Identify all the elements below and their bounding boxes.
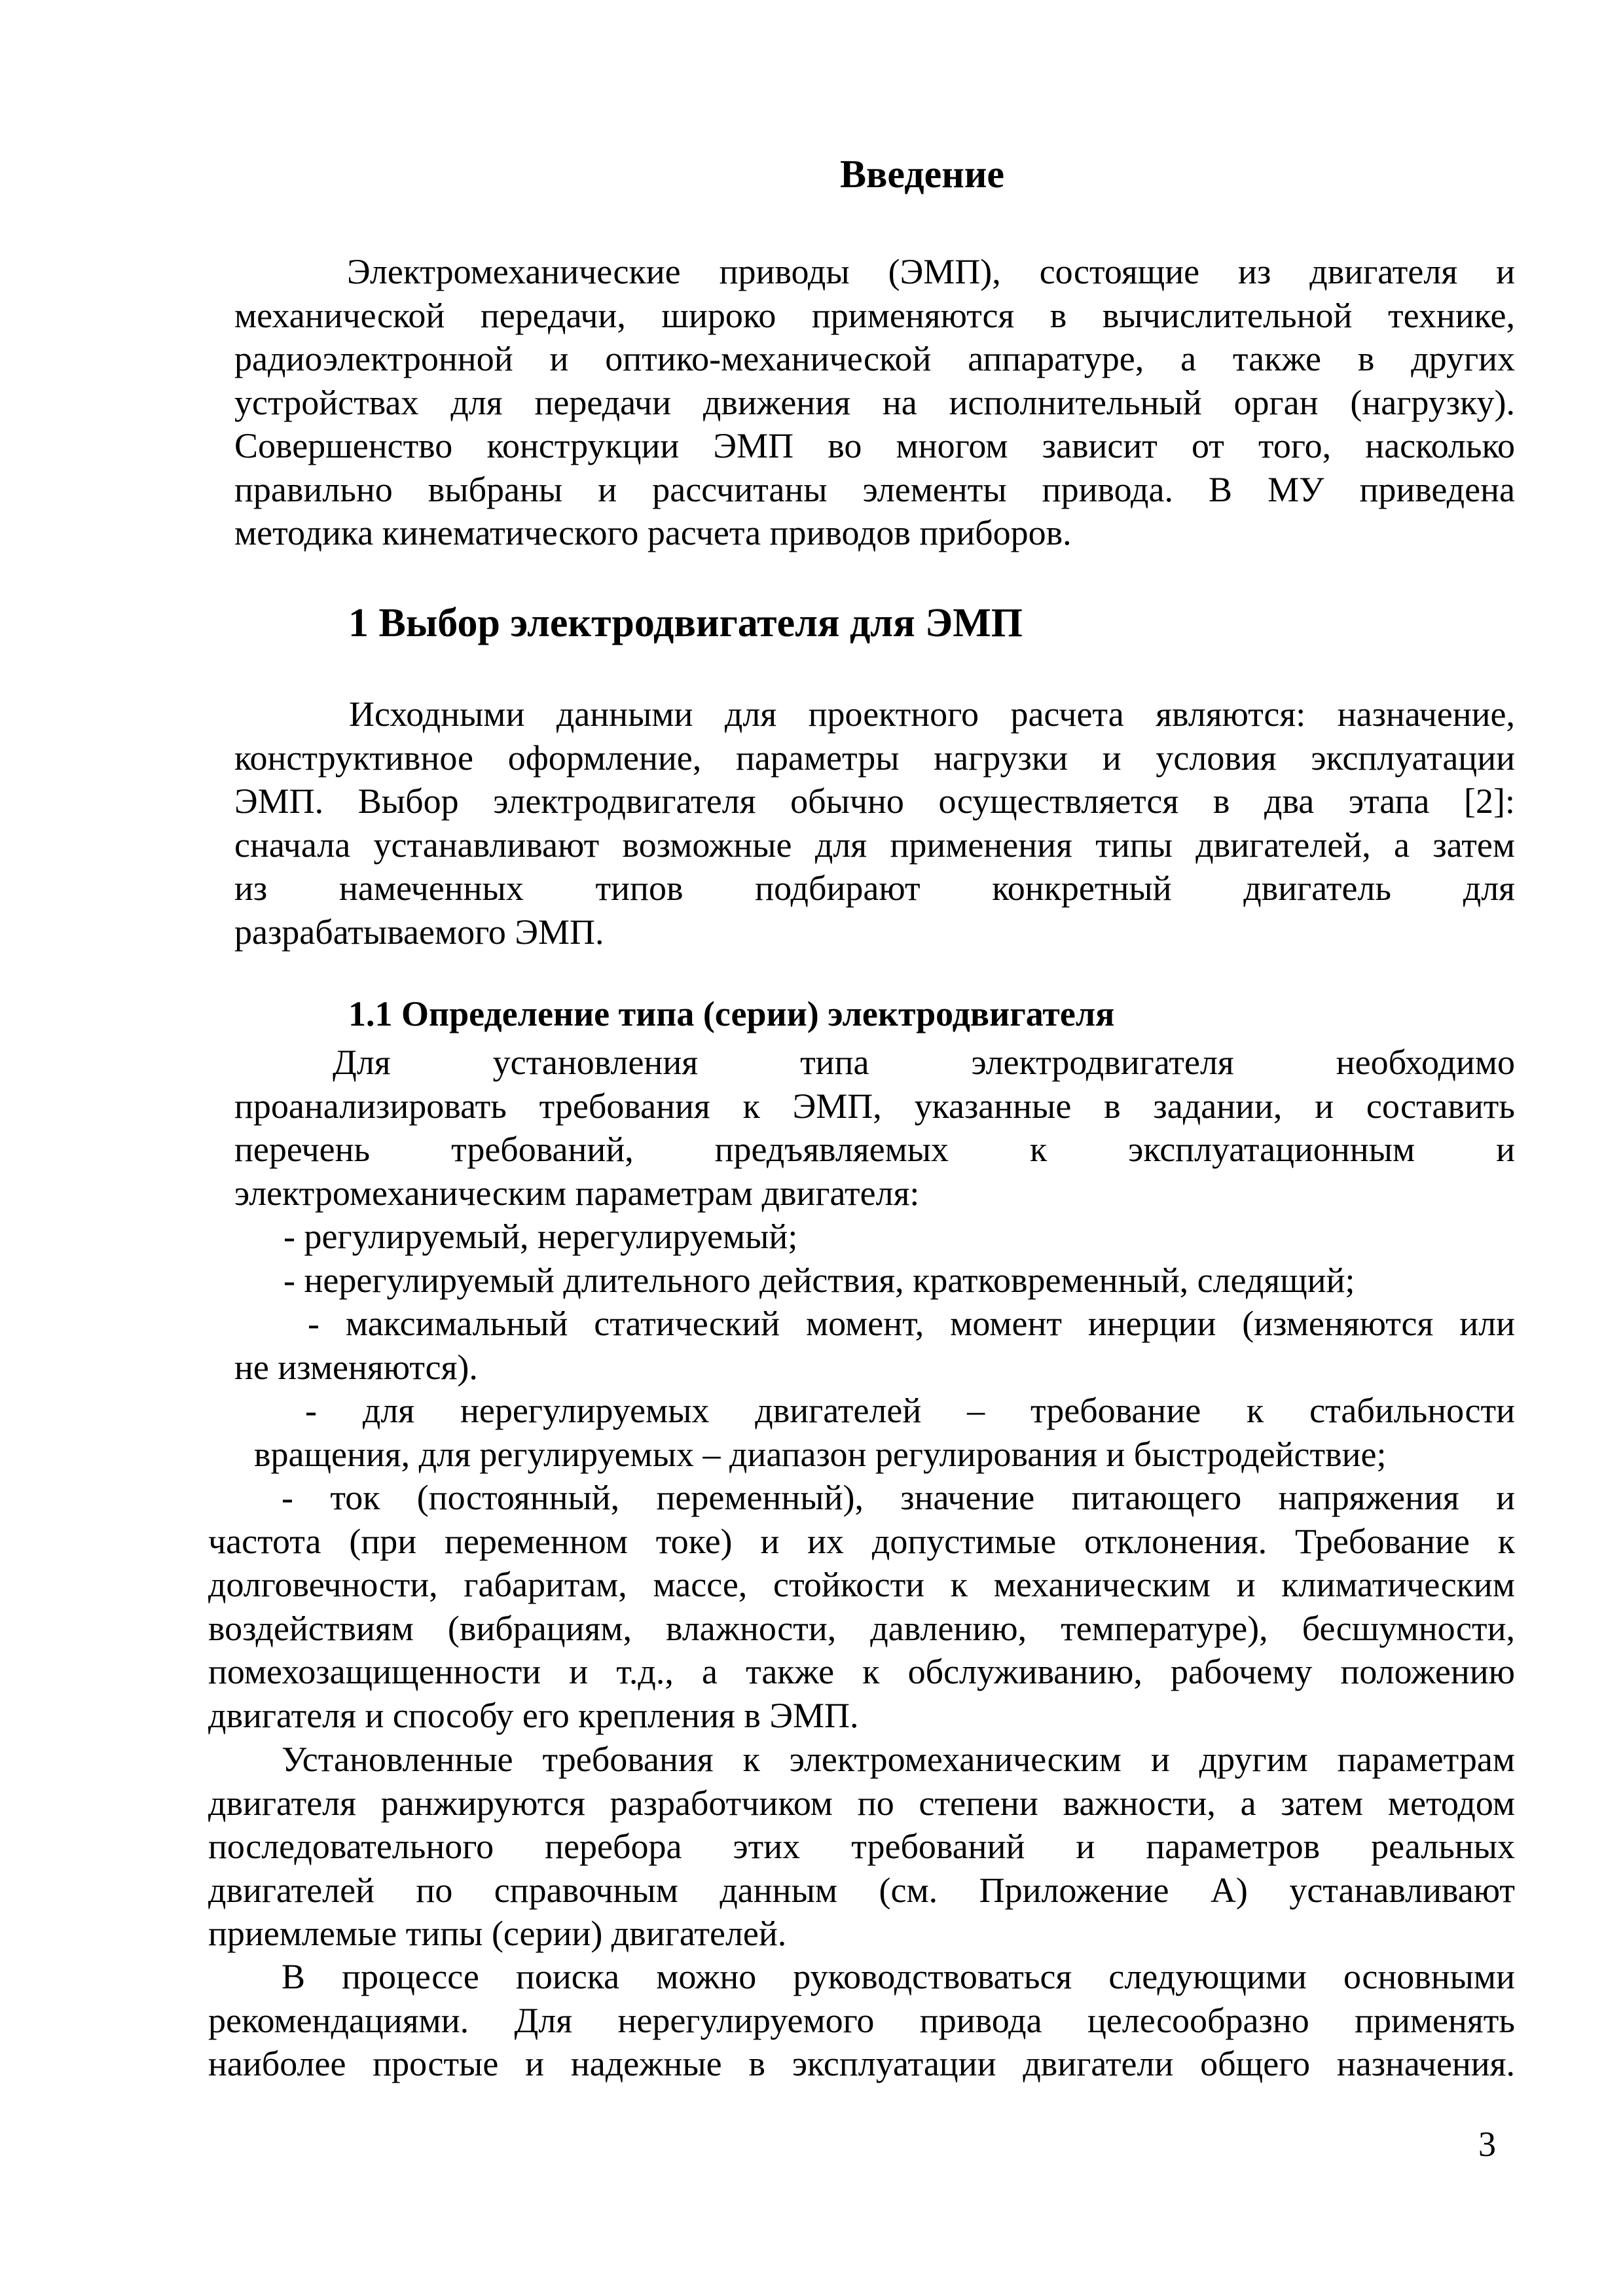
text-line: воздействиям (вибрациям, влажности, давлению, температуре), бесшумности, [208, 1608, 1515, 1648]
text-line: конструктивное оформление, параметры нагрузки и условия эксплуатации [234, 738, 1515, 778]
text-line: устройствах для передачи движения на исполнительный орган (нагрузку). [234, 382, 1515, 422]
search-paragraph [208, 1955, 1515, 2086]
list-item-continuation: не изменяются). [234, 1347, 478, 1387]
text-line: из намеченных типов подбирают конкретный двигатель для [234, 869, 1515, 908]
text-line: радиоэлектронной и оптико-механической аппаратуре, а также в других [234, 339, 1515, 378]
text-line: механической передачи, широко применяются в вычислительной технике, [234, 295, 1515, 335]
text-line: Совершенство конструкции ЭМП во многом зависит от того, насколько [234, 426, 1515, 465]
requirements-list [234, 1215, 1515, 1476]
intro-heading: Введение [840, 152, 1005, 196]
text-line: частота (при переменном токе) и их допустимые отклонения. Требование к [208, 1521, 1515, 1561]
list-item: - для нерегулируемых двигателей – требование к стабильности [305, 1391, 1515, 1430]
section-1-1-heading: 1.1 Определение типа (серии) электродвигателя [348, 994, 1115, 1033]
list-item: - максимальный статический момент, момент инерции (изменяются или [308, 1304, 1515, 1343]
list-item: - нерегулируемый длительного действия, кратковременный, следящий; [283, 1260, 1355, 1300]
list-item: - регулируемый, нерегулируемый; [283, 1217, 798, 1256]
text-line: наиболее простые и надежные в эксплуатации двигатели общего назначения. [208, 2044, 1515, 2083]
text-line: помехозащищенности и т.д., а также к обслуживанию, рабочему положению [208, 1652, 1515, 1691]
text-line: двигателей по справочным данным (см. Приложение А) устанавливают [208, 1870, 1515, 1910]
text-line: Исходными данными для проектного расчета являются: назначение, [349, 694, 1515, 734]
text-line: - ток (постоянный, переменный), значение питающего напряжения и [282, 1478, 1515, 1517]
text-line: разрабатываемого ЭМП. [234, 912, 604, 952]
text-line: долговечности, габаритам, массе, стойкости к механическим и климатическим [208, 1565, 1515, 1604]
page-number: 3 [1478, 2125, 1496, 2164]
text-line: последовательного перебора этих требований и параметров реальных [208, 1827, 1515, 1866]
intro-paragraph [234, 250, 1515, 555]
text-line: правильно выбраны и рассчитаны элементы привода. В МУ приведена [234, 469, 1515, 509]
list-item-continuation: вращения, для регулируемых – диапазон регулирования и быстродействие; [254, 1434, 1387, 1474]
text-line: проанализировать требования к ЭМП, указанные в задании, и составить [234, 1086, 1515, 1126]
current-requirements-paragraph [208, 1476, 1515, 1737]
text-line: приемлемые типы (серии) двигателей. [208, 1914, 787, 1953]
text-line: методика кинематического расчета приводов приборов. [234, 513, 1072, 552]
text-line: В процессе поиска можно руководствоваться следующими основными [282, 1957, 1515, 1996]
text-line: перечень требований, предъявляемых к эксплуатационным и [234, 1130, 1515, 1169]
text-line: сначала устанавливают возможные для применения типы двигателей, а затем [234, 825, 1515, 865]
text-line: электромеханическим параметрам двигателя: [234, 1173, 920, 1213]
text-line: рекомендациями. Для нерегулируемого привода целесообразно применять [208, 2000, 1515, 2040]
text-line: Установленные требования к электромеханическим и другим параметрам [282, 1740, 1515, 1779]
ranking-paragraph [208, 1738, 1515, 1956]
text-line: ЭМП. Выбор электродвигателя обычно осуществляется в два этапа [2]: [234, 781, 1515, 821]
text-line: Для установления типа электродвигателя необходимо [333, 1043, 1515, 1082]
section-1-1-paragraph [234, 1041, 1515, 1215]
text-line: двигателя и способу его крепления в ЭМП. [208, 1695, 859, 1735]
text-line: двигателя ранжируются разработчиком по степени важности, а затем методом [208, 1783, 1515, 1823]
section-1-heading: 1 Выбор электродвигателя для ЭМП [348, 601, 1023, 645]
section-1-paragraph [234, 692, 1515, 954]
text-line: Электромеханические приводы (ЭМП), состоящие из двигателя и [347, 252, 1515, 291]
